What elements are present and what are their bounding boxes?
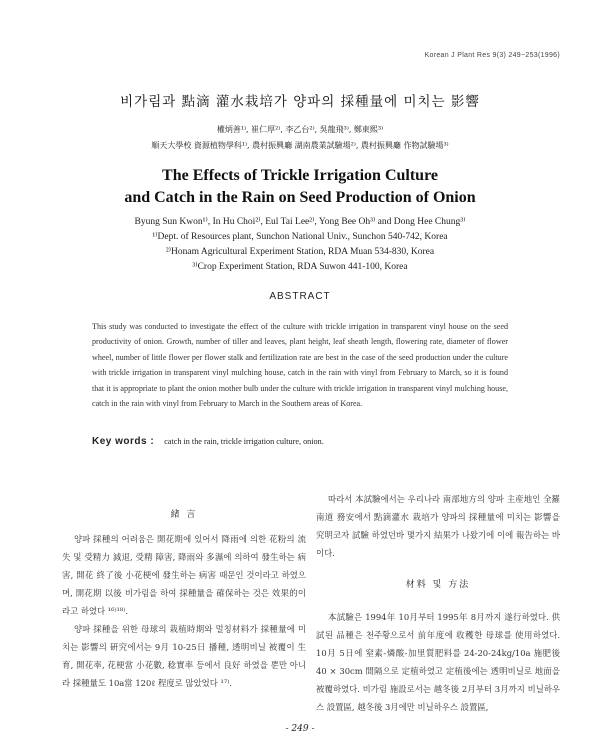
abstract-heading: ABSTRACT: [269, 291, 331, 302]
english-title-line-1: The Effects of Trickle Irrigation Culture: [162, 167, 438, 184]
left-column: [62, 500, 306, 692]
korean-title: 비가림과 點滴 灌水栽培가 양파의 採種量에 미치는 影響: [120, 94, 480, 110]
keywords-text: catch in the rain, trickle irrigation culture, onion.: [164, 437, 324, 446]
korean-affiliations: 順天大學校 資源植物學科¹⁾, 農村振興廳 湖南農業試驗場²⁾, 農村振興廳 作物試驗場³⁾: [151, 141, 449, 150]
english-title: [0, 165, 600, 209]
affiliation-1: ¹⁾Dept. of Resources plant, Sunchon National Univ., Sunchon 540-742, Korea: [152, 232, 448, 242]
intro-paragraph-1: 양파 採種의 어려움은 開花期에 있어서 降雨에 의한 花粉의 流失 및 受精力 減退, 受精 障害, 降雨와 多濕에 의하여 發生하는 病害, 開花 終了後 小花梗에 發生하는 病害 때문인 것이라고 하였으며, 開花期 以後 비가림을 하여 採種量을 確保하는 것은 效果的이라고 하였다 ¹⁶⁾¹⁸⁾.: [62, 534, 306, 616]
english-title-line-2: and Catch in the Rain on Seed Production of Onion: [124, 189, 476, 206]
right-column: [316, 490, 560, 716]
page-number: - 249 -: [285, 724, 315, 734]
methods-paragraph: 本試驗은 1994年 10月부터 1995年 8月까지 遂行하였다. 供試된 品種은 천주황으로서 前年度에 收穫한 母球를 使用하였다. 10月 5日에 窒素-燐酸-加里質肥料를 24-20-24kg/10a 施肥後 40 × 30cm 間隔으로 定植하였고 定植後에는 透明비닐로 地面을 被覆하였다. 비가림 施設로서는 越冬後 2月부터 3月까지 비닐하우스 設置區, 越冬後 3月에만 비닐하우스 設置區,: [316, 612, 560, 712]
english-authors: Byung Sun Kwon¹⁾, In Hu Choi²⁾, Eul Tai Lee²⁾, Yong Bee Oh³⁾ and Dong Hee Chung³⁾: [134, 217, 466, 227]
korean-authors: 權炳善¹⁾, 崔仁厚²⁾, 李乙台²⁾, 吳龍飛³⁾, 鄭東熙³⁾: [216, 125, 384, 134]
intro-paragraph-3: 따라서 本試驗에서는 우리나라 南部地方의 양파 主産地인 全羅南道 務安에서 點滴灌水 栽培가 양파의 採種量에 미치는 影響을 究明코자 試驗 하였던바 몇가지 結果가 나왔기에 이에 報告하는 바이다.: [316, 494, 560, 558]
keywords: [92, 436, 512, 447]
intro-paragraph-2: 양파 採種을 위한 母球의 栽植時期와 멀칭材料가 採種量에 미치는 影響의 硏究에서는 9月 10-25日 播種, 透明비닐 被覆이 生育, 開花率, 花梗當 小花數, 稔實率 등에서 良好 하였을 뿐만 아니라 採種量도 10a當 120ℓ 程度로 많았었다 ¹⁷⁾.: [62, 624, 306, 688]
methods-heading: 材料 및 方法: [405, 580, 471, 590]
introduction-heading: 緒 言: [170, 510, 198, 520]
abstract-text: This study was conducted to investigate the effect of the culture with trickle irrigation in transparent vinyl house on the seed productivity of onion. Growth, number of tiller and leaves, plant height, leaf sheath length, flowering rate, diameter of flower wheel, number of little flower per flower stalk and fertilization rate are best in the case of the seed production under the culture with trickle irrigation in transparent vinyl mulching house, catch in the rain with vinyl from February to March, so it is found that it is appropriate to plant the onion mother bulb under the culture with trickle irrigation in transparent vinyl mulching house, catch in the rain with vinyl from February to March in the Southern areas of Korea.: [92, 322, 508, 409]
keywords-label: Key words :: [92, 436, 155, 447]
journal-citation: Korean J Plant Res 9(3) 249−253(1996): [424, 52, 560, 59]
affiliation-3: ³⁾Crop Experiment Station, RDA Suwon 441-100, Korea: [192, 262, 408, 272]
affiliation-2: ²⁾Honam Agricultural Experiment Station, RDA Muan 534-830, Korea: [165, 247, 435, 257]
